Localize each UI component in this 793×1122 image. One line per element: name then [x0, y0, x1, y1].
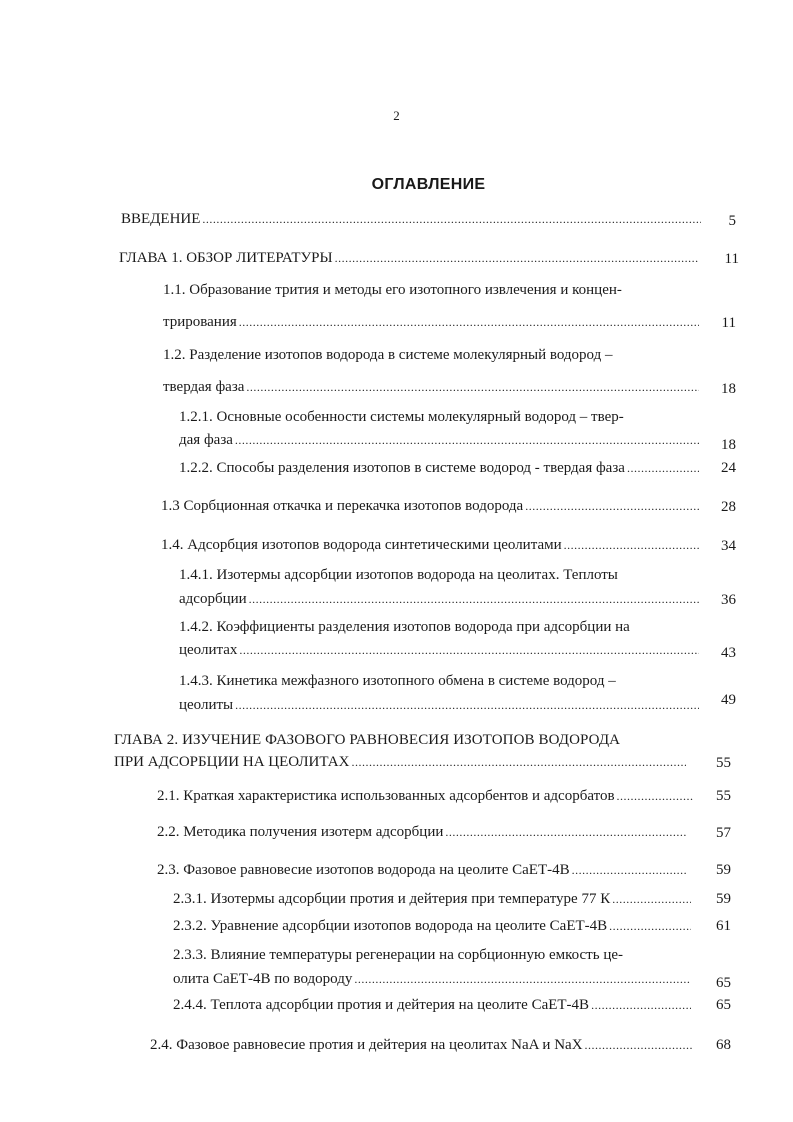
- toc-page-number: 55: [716, 755, 731, 771]
- toc-entry: [173, 917, 693, 935]
- toc-entry-title: 2.1. Краткая характеристика использованных адсорбентов и адсорбатов: [157, 788, 615, 804]
- dot-leader: [235, 696, 699, 714]
- toc-entry-title: цеолиты: [179, 697, 234, 713]
- toc-page-number: 18: [721, 381, 736, 397]
- toc-entry: [179, 459, 701, 477]
- dot-leader: [617, 787, 693, 805]
- toc-entry-title: ПРИ АДСОРБЦИИ НА ЦЕОЛИТАХ: [114, 754, 350, 770]
- toc-page-number: 59: [716, 891, 731, 907]
- dot-leader: [572, 861, 686, 879]
- toc-page-number: 43: [721, 645, 736, 661]
- toc-entry-title: трирования: [163, 314, 237, 330]
- dot-leader: [235, 431, 699, 449]
- dot-leader: [246, 378, 699, 396]
- toc-page-number: 59: [716, 862, 731, 878]
- dot-leader: [239, 641, 699, 659]
- toc-entry: [157, 861, 688, 879]
- toc-page-number: 68: [716, 1037, 731, 1053]
- toc-entry-title: ВВЕДЕНИЕ: [121, 211, 201, 227]
- toc-entry-line: 1.4.3. Кинетика межфазного изотопного обмена в системе водород –: [179, 673, 616, 689]
- toc-entry: [150, 1036, 695, 1054]
- toc-entry-title: олита СаЕТ-4В по водороду: [173, 971, 353, 987]
- toc-page-number: 61: [716, 918, 731, 934]
- toc-entry-title: 2.4. Фазовое равновесие протия и дейтерия на цеолитах NaA и NaX: [150, 1037, 583, 1053]
- dot-leader: [591, 996, 691, 1014]
- page-title: ОГЛАВЛЕНИЕ: [371, 176, 486, 193]
- toc-entry: [114, 753, 688, 771]
- toc-page-number: 28: [721, 499, 736, 515]
- toc-entry-line: 2.3.3. Влияние температуры регенерации на сорбционную емкость це-: [173, 947, 623, 963]
- dot-leader: [239, 313, 699, 331]
- toc-entry: [157, 787, 695, 805]
- dot-leader: [525, 497, 699, 515]
- dot-leader: [612, 890, 691, 908]
- toc-entry: [179, 431, 701, 449]
- toc-entry-line: 1.4.2. Коэффициенты разделения изотопов водорода при адсорбции на: [179, 619, 630, 635]
- toc-entry: [119, 249, 701, 267]
- toc-entry-title: 2.3.2. Уравнение адсорбции изотопов водорода на цеолите СаЕТ-4В: [173, 918, 608, 934]
- toc-entry-title: цеолитах: [179, 642, 238, 658]
- toc-entry: [179, 590, 701, 608]
- dot-leader: [564, 536, 699, 554]
- toc-entry-line: 1.1. Образование трития и методы его изотопного извлечения и концен-: [163, 282, 622, 298]
- toc-page-number: 11: [724, 251, 739, 267]
- toc-page-number: 24: [721, 460, 736, 476]
- toc-page-number: 55: [716, 788, 731, 804]
- toc-entry: [173, 890, 693, 908]
- toc-page-number: 65: [716, 997, 731, 1013]
- toc-entry: [163, 313, 701, 331]
- toc-entry-title: ГЛАВА 1. ОБЗОР ЛИТЕРАТУРЫ: [119, 250, 333, 266]
- toc-page-number: 65: [716, 975, 731, 991]
- toc-entry-title: 1.2.2. Способы разделения изотопов в системе водород - твердая фаза: [179, 460, 625, 476]
- toc-entry-title: дая фаза: [179, 432, 233, 448]
- dot-leader: [351, 753, 686, 771]
- dot-leader: [627, 459, 699, 477]
- page-number: 2: [393, 108, 400, 123]
- dot-leader: [354, 970, 691, 988]
- dot-leader: [249, 590, 699, 608]
- toc-page-number: 36: [721, 592, 736, 608]
- toc-page-number: 49: [721, 692, 736, 708]
- dot-leader: [585, 1036, 693, 1054]
- toc-entry-title: 2.2. Методика получения изотерм адсорбции: [157, 824, 444, 840]
- toc-entry: [161, 536, 701, 554]
- toc-page-number: 11: [721, 315, 736, 331]
- toc-entry-title: адсорбции: [179, 591, 247, 607]
- toc-entry: [121, 210, 703, 228]
- toc-entry: [173, 996, 693, 1014]
- toc-entry-title: 2.4.4. Теплота адсорбции протия и дейтерия на цеолите СаЕТ-4В: [173, 997, 590, 1013]
- toc-entry-line: 1.4.1. Изотермы адсорбции изотопов водорода на цеолитах. Теплоты: [179, 567, 618, 583]
- toc-page-number: 18: [721, 437, 736, 453]
- dot-leader: [202, 210, 701, 228]
- toc-entry: [161, 497, 701, 515]
- toc-page-number: 5: [728, 213, 736, 229]
- dot-leader: [609, 917, 691, 935]
- toc-entry-line: 1.2.1. Основные особенности системы молекулярный водород – твер-: [179, 409, 624, 425]
- toc-entry: [179, 696, 701, 714]
- toc-entry-title: 1.4. Адсорбция изотопов водорода синтетическими цеолитами: [161, 537, 562, 553]
- toc-entry-line: 1.2. Разделение изотопов водорода в системе молекулярный водород –: [163, 347, 613, 363]
- toc-entry: [163, 378, 701, 396]
- toc-entry-title: 1.3 Сорбционная откачка и перекачка изотопов водорода: [161, 498, 524, 514]
- dot-leader: [445, 823, 686, 841]
- toc-entry: [179, 641, 701, 659]
- toc-entry: [157, 823, 688, 841]
- toc-entry-title: 2.3. Фазовое равновесие изотопов водорода на цеолите СаЕТ-4В: [157, 862, 570, 878]
- toc-entry-title: твердая фаза: [163, 379, 245, 395]
- toc-entry-title: 2.3.1. Изотермы адсорбции протия и дейтерия при температуре 77 К: [173, 891, 611, 907]
- dot-leader: [335, 249, 699, 267]
- toc-entry-line: ГЛАВА 2. ИЗУЧЕНИЕ ФАЗОВОГО РАВНОВЕСИЯ ИЗОТОПОВ ВОДОРОДА: [114, 732, 621, 748]
- toc-page-number: 34: [721, 538, 736, 554]
- toc-entry: [173, 970, 693, 988]
- toc-page-number: 57: [716, 825, 731, 841]
